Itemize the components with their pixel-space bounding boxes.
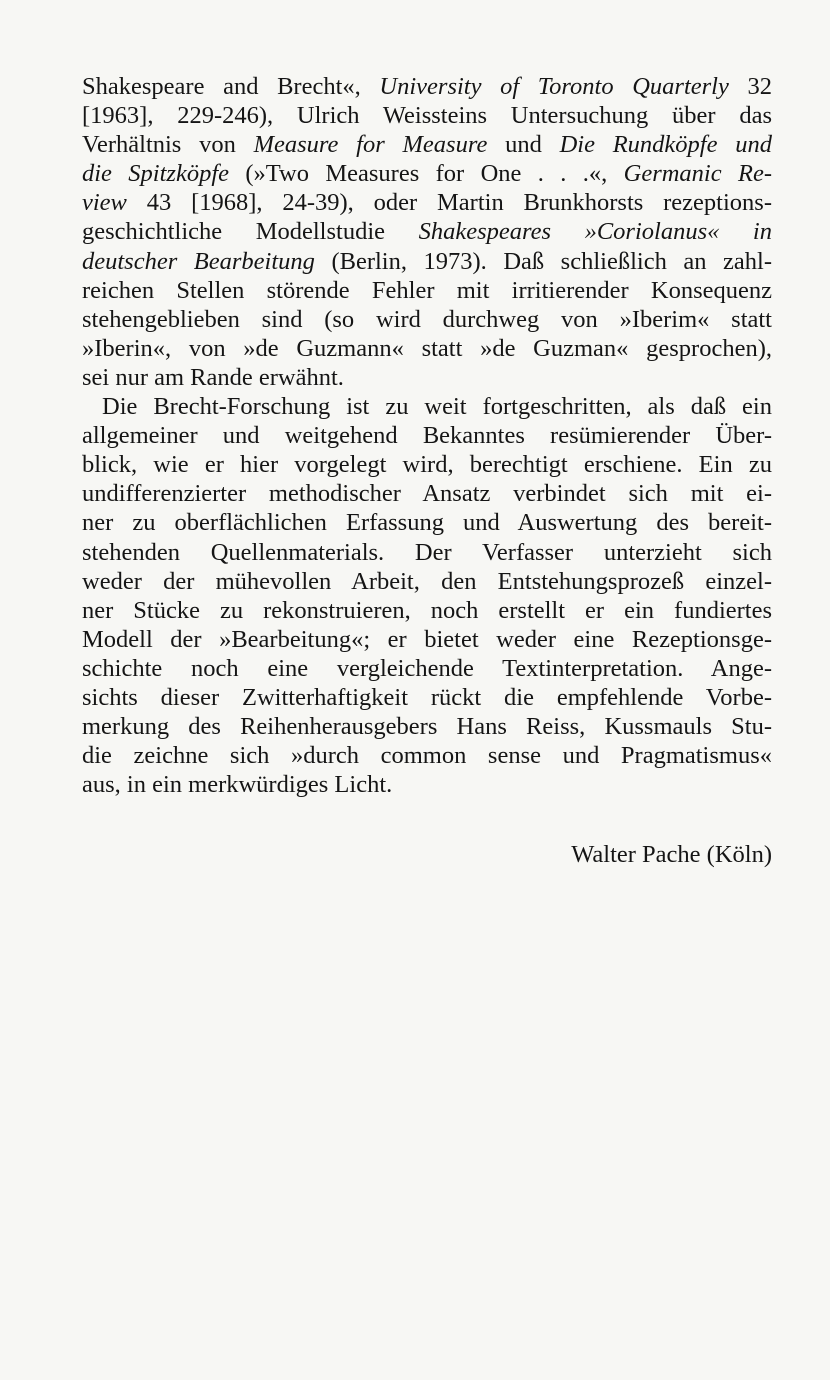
text-segment: ner Stücke zu rekonstruieren, noch erstellt er ein fundiertes <box>82 596 772 624</box>
text-segment: (»Two Measures for One . . .«, <box>229 160 624 188</box>
text-line <box>82 654 772 683</box>
text-line <box>82 538 772 567</box>
text-line <box>82 72 772 101</box>
text-segment: weder der mühevollen Arbeit, den Entstehungsprozeß einzel- <box>82 567 772 595</box>
text-segment: »Iberin«, von »de Guzmann« statt »de Guzman« gesprochen), <box>82 334 772 362</box>
text-line <box>82 712 772 741</box>
text-line <box>82 159 772 188</box>
text-line <box>82 741 772 770</box>
italic-title-segment: University of Toronto Quarterly <box>379 73 729 100</box>
text-segment: geschichtliche Modellstudie <box>82 218 419 246</box>
text-line <box>82 450 772 479</box>
text-segment: merkung des Reihenherausgebers Hans Reiss, Kussmauls Stu- <box>82 713 772 741</box>
italic-title-segment: deutscher Bearbeitung <box>82 247 315 275</box>
text-line <box>82 101 772 130</box>
italic-title-segment: Die Rundköpfe und <box>559 131 772 159</box>
text-segment: sei nur am Rande erwähnt. <box>82 363 344 391</box>
text-line <box>82 625 772 654</box>
text-segment: stehengeblieben sind (so wird durchweg von »Iberim« statt <box>82 305 772 333</box>
text-line <box>82 567 772 596</box>
reviewer-signature: Walter Pache (Köln) <box>571 841 772 868</box>
text-line <box>82 217 772 246</box>
text-segment: 32 <box>728 73 773 100</box>
text-segment: aus, in ein merkwürdiges Licht. <box>82 771 393 799</box>
italic-title-segment: Shakespeares »Coriolanus« in <box>418 218 772 246</box>
text-line <box>82 392 772 421</box>
text-segment: allgemeiner und weitgehend Bekanntes resümierender Über- <box>82 422 772 450</box>
text-segment: Shakespeare and Brecht«, <box>82 73 380 100</box>
text-line <box>82 683 772 712</box>
text-segment: reichen Stellen störende Fehler mit irritierender Konsequenz <box>82 276 772 304</box>
italic-title-segment: view <box>82 189 127 217</box>
text-segment: (Berlin, 1973). Daß schließlich an zahl- <box>314 247 772 275</box>
text-segment: Verhältnis von <box>82 131 254 159</box>
text-segment: undifferenzierter methodischer Ansatz verbindet sich mit ei- <box>82 480 772 508</box>
paragraph-bibliographic-notes <box>82 72 772 392</box>
italic-title-segment: die Spitzköpfe <box>82 160 230 188</box>
text-line <box>82 479 772 508</box>
text-segment: 43 [1968], 24-39), oder Martin Brunkhorsts rezeptions- <box>126 189 772 217</box>
text-segment: die zeichne sich »durch common sense und Pragmatismus« <box>82 742 772 770</box>
text-line <box>82 305 772 334</box>
text-segment: schichte noch eine vergleichende Textinterpretation. Ange- <box>82 654 772 682</box>
text-segment: Modell der »Bearbeitung«; er bietet weder eine Rezeptionsge- <box>82 625 772 653</box>
text-line <box>82 508 772 537</box>
text-line <box>82 421 772 450</box>
text-line <box>82 334 772 363</box>
text-segment: Die Brecht-Forschung ist zu weit fortgeschritten, als daß ein <box>102 393 772 421</box>
text-line <box>82 770 772 799</box>
text-segment: ner zu oberflächlichen Erfassung und Auswertung des bereit- <box>82 509 772 537</box>
text-line <box>82 363 772 392</box>
text-segment: stehenden Quellenmaterials. Der Verfasser unterzieht sich <box>82 538 772 566</box>
text-segment: und <box>487 131 560 159</box>
review-text-block <box>82 72 772 799</box>
text-segment: [1963], 229-246), Ulrich Weissteins Untersuchung über das <box>82 102 772 130</box>
text-line <box>82 596 772 625</box>
text-line <box>82 276 772 305</box>
text-segment: sichts dieser Zwitterhaftigkeit rückt die empfehlende Vorbe- <box>82 683 772 711</box>
text-segment: blick, wie er hier vorgelegt wird, berechtigt erschiene. Ein zu <box>82 451 772 479</box>
text-line <box>82 188 772 217</box>
italic-title-segment: Germanic Re- <box>623 160 772 188</box>
text-line <box>82 247 772 276</box>
text-line <box>82 130 772 159</box>
italic-title-segment: Measure for Measure <box>253 131 488 159</box>
paragraph-critical-assessment <box>82 392 772 799</box>
